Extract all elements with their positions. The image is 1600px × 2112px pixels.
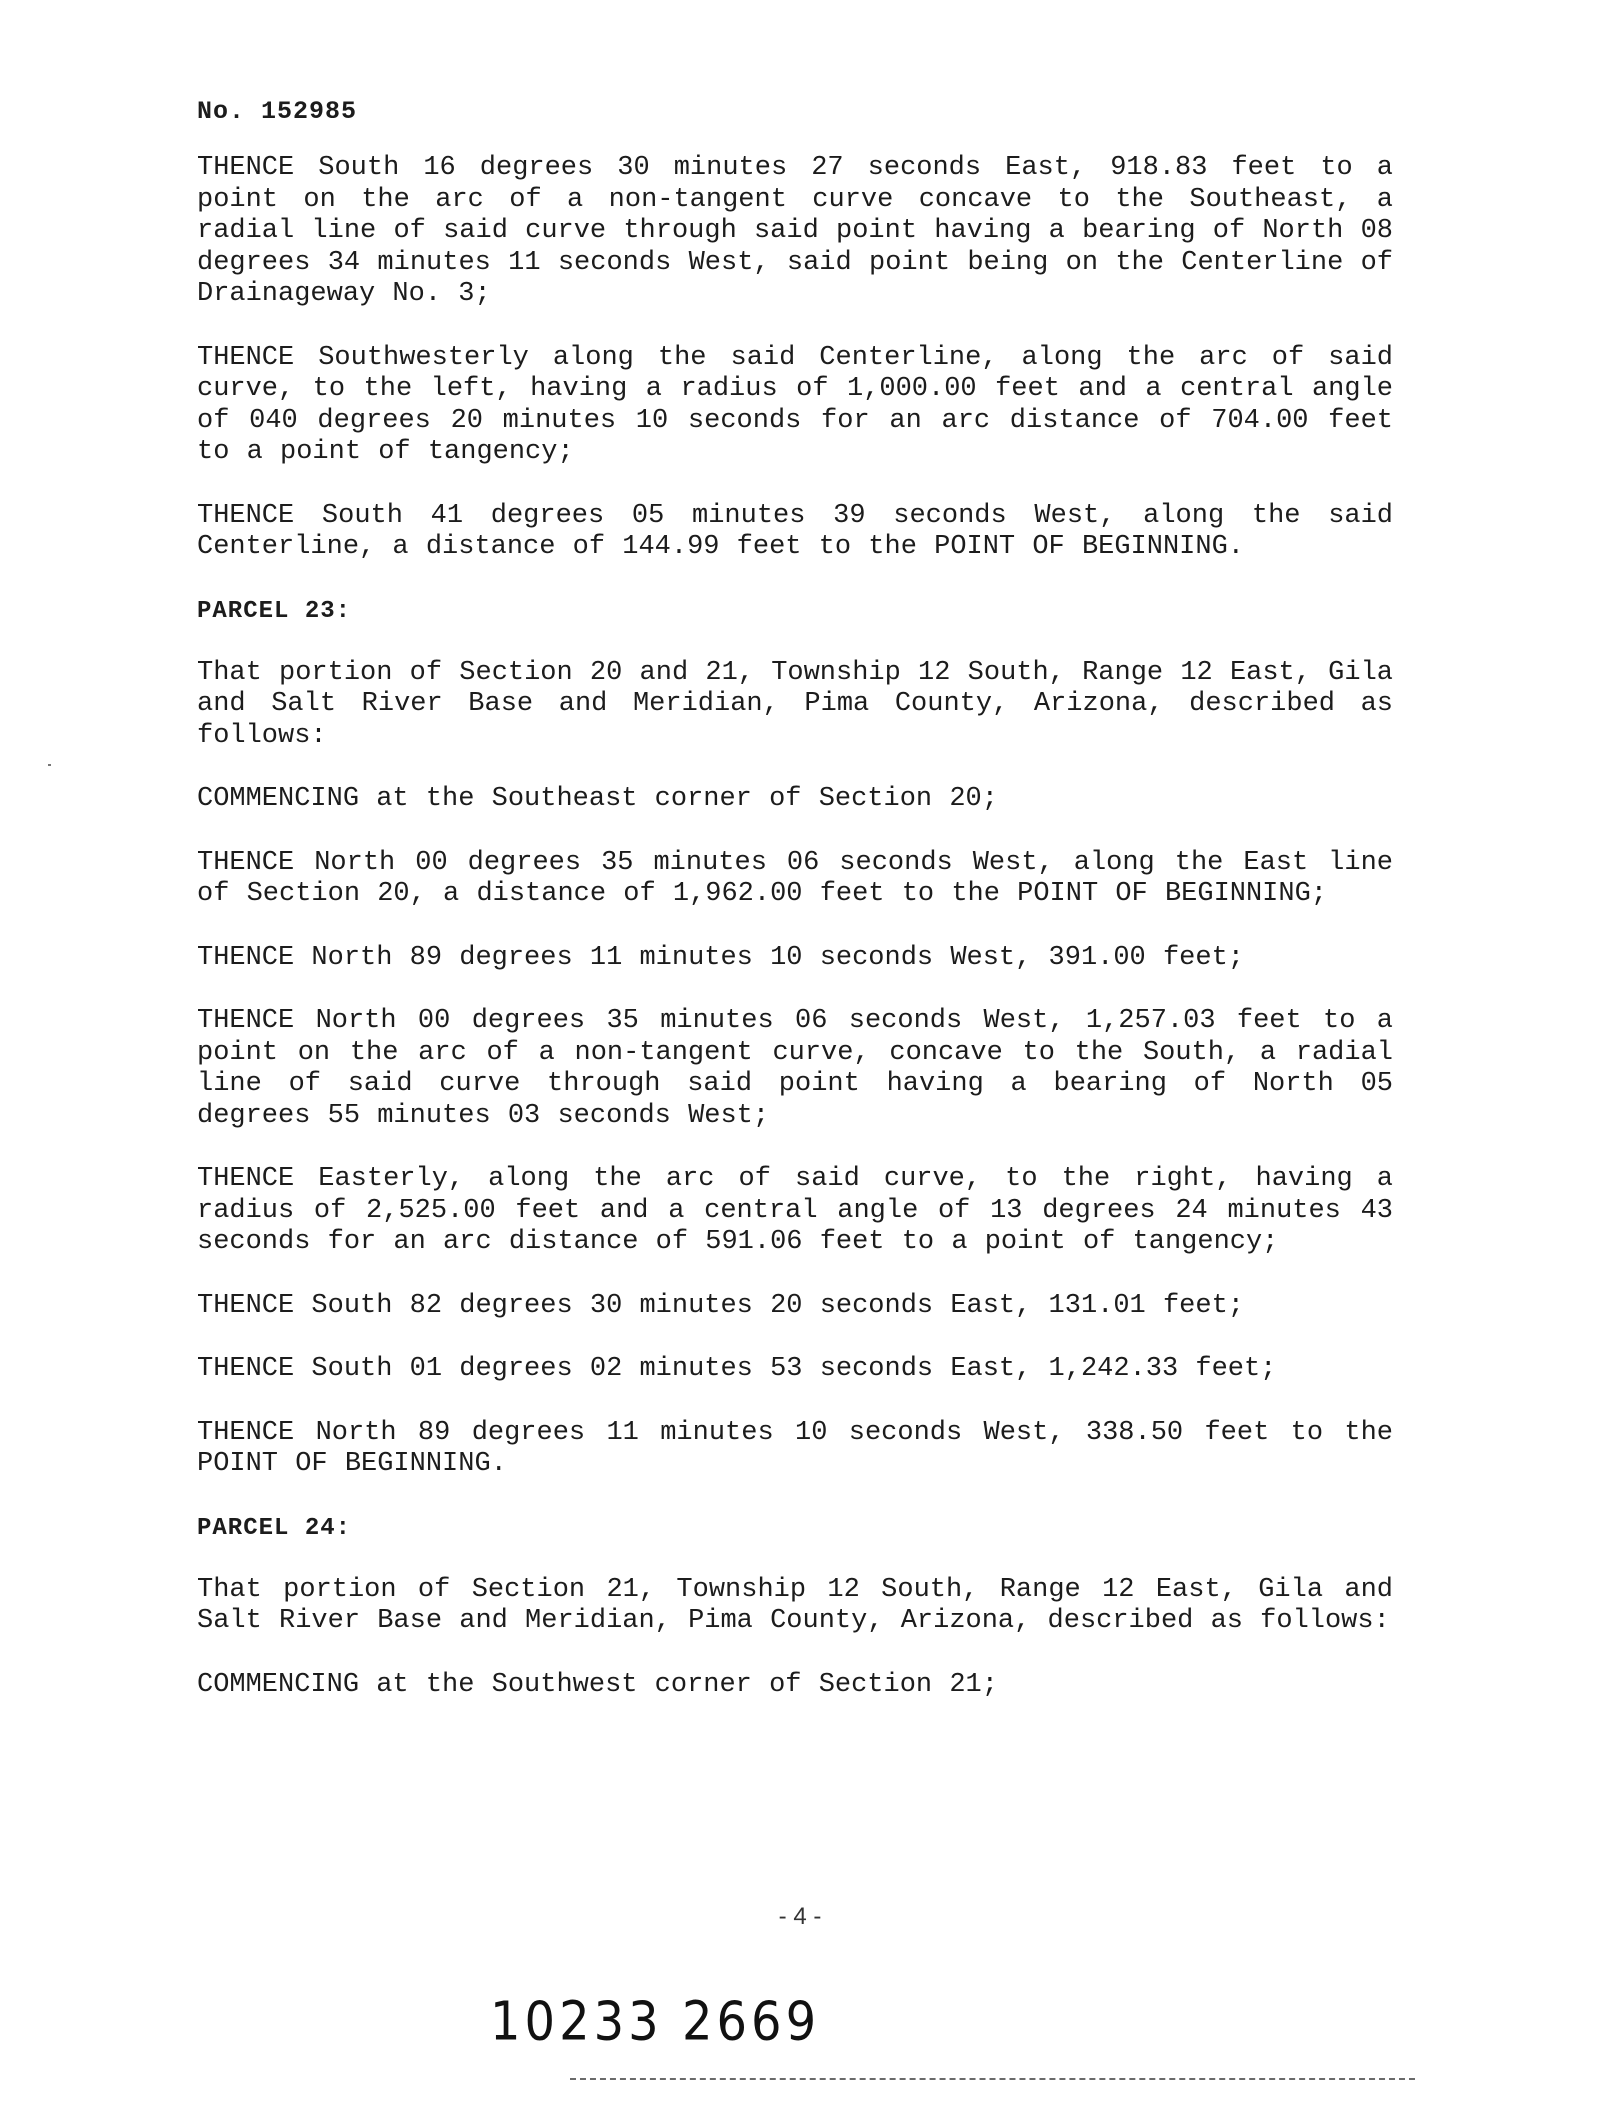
- description-paragraph: THENCE South 41 degrees 05 minutes 39 seconds West, along the said Centerline, a distance of 144.99 feet to the POINT OF BEGINNING.: [197, 500, 1393, 562]
- description-paragraph: THENCE North 00 degrees 35 minutes 06 seconds West, 1,257.03 feet to a point on the arc of a non-tangent curve, concave to the South, a radial line of said curve through said point having a bearing of North 05 degrees 55 minutes 03 seconds West;: [197, 1006, 1393, 1131]
- description-paragraph: THENCE North 89 degrees 11 minutes 10 seconds West, 338.50 feet to the POINT OF BEGINNING.: [197, 1417, 1393, 1479]
- scan-speck: [48, 764, 51, 766]
- recording-book-page: 10233 2669: [490, 1990, 821, 2053]
- description-paragraph: THENCE North 89 degrees 11 minutes 10 seconds West, 391.00 feet;: [197, 942, 1244, 973]
- document-body: [197, 96, 1393, 1733]
- description-paragraph: COMMENCING at the Southeast corner of Section 20;: [197, 784, 998, 814]
- description-paragraph: That portion of Section 21, Township 12 South, Range 12 East, Gila and Salt River Base and Meridian, Pima County, Arizona, described as follows:: [197, 1574, 1393, 1636]
- document-number: No. 152985: [197, 97, 358, 126]
- description-paragraph: THENCE North 00 degrees 35 minutes 06 seconds West, along the East line of Section 20, a distance of 1,962.00 feet to the POINT OF BEGINNING;: [197, 847, 1393, 909]
- description-paragraph: THENCE South 82 degrees 30 minutes 20 seconds East, 131.01 feet;: [197, 1290, 1244, 1321]
- parcel-heading: PARCEL 23:: [197, 597, 352, 625]
- description-paragraph: COMMENCING at the Southwest corner of Section 21;: [197, 1669, 998, 1700]
- description-paragraph: THENCE Easterly, along the arc of said curve, to the right, having a radius of 2,525.00 feet and a central angle of 13 degrees 24 minutes 43 seconds for an arc distance of 591.06 feet to a point of tangency;: [197, 1164, 1393, 1257]
- parcel-heading: PARCEL 24:: [197, 1514, 352, 1542]
- description-paragraph: That portion of Section 20 and 21, Township 12 South, Range 12 East, Gila and Salt River Base and Meridian, Pima County, Arizona, described as follows:: [197, 657, 1393, 751]
- legal-description: [197, 153, 1393, 1701]
- description-paragraph: THENCE South 16 degrees 30 minutes 27 seconds East, 918.83 feet to a point on the arc of a non-tangent curve concave to the Southeast, a radial line of said curve through said point having a bearing of North 08 degrees 34 minutes 11 seconds West, said point being on the Centerline of Drainageway No. 3;: [197, 153, 1393, 309]
- description-paragraph: THENCE Southwesterly along the said Centerline, along the arc of said curve, to the left, having a radius of 1,000.00 feet and a central angle of 040 degrees 20 minutes 10 seconds for an arc distance of 704.00 feet to a point of tangency;: [197, 342, 1393, 467]
- description-paragraph: THENCE South 01 degrees 02 minutes 53 seconds East, 1,242.33 feet;: [197, 1354, 1277, 1384]
- scan-artifact-rule: [570, 2078, 1415, 2080]
- page-number: - 4 -: [778, 1903, 822, 1930]
